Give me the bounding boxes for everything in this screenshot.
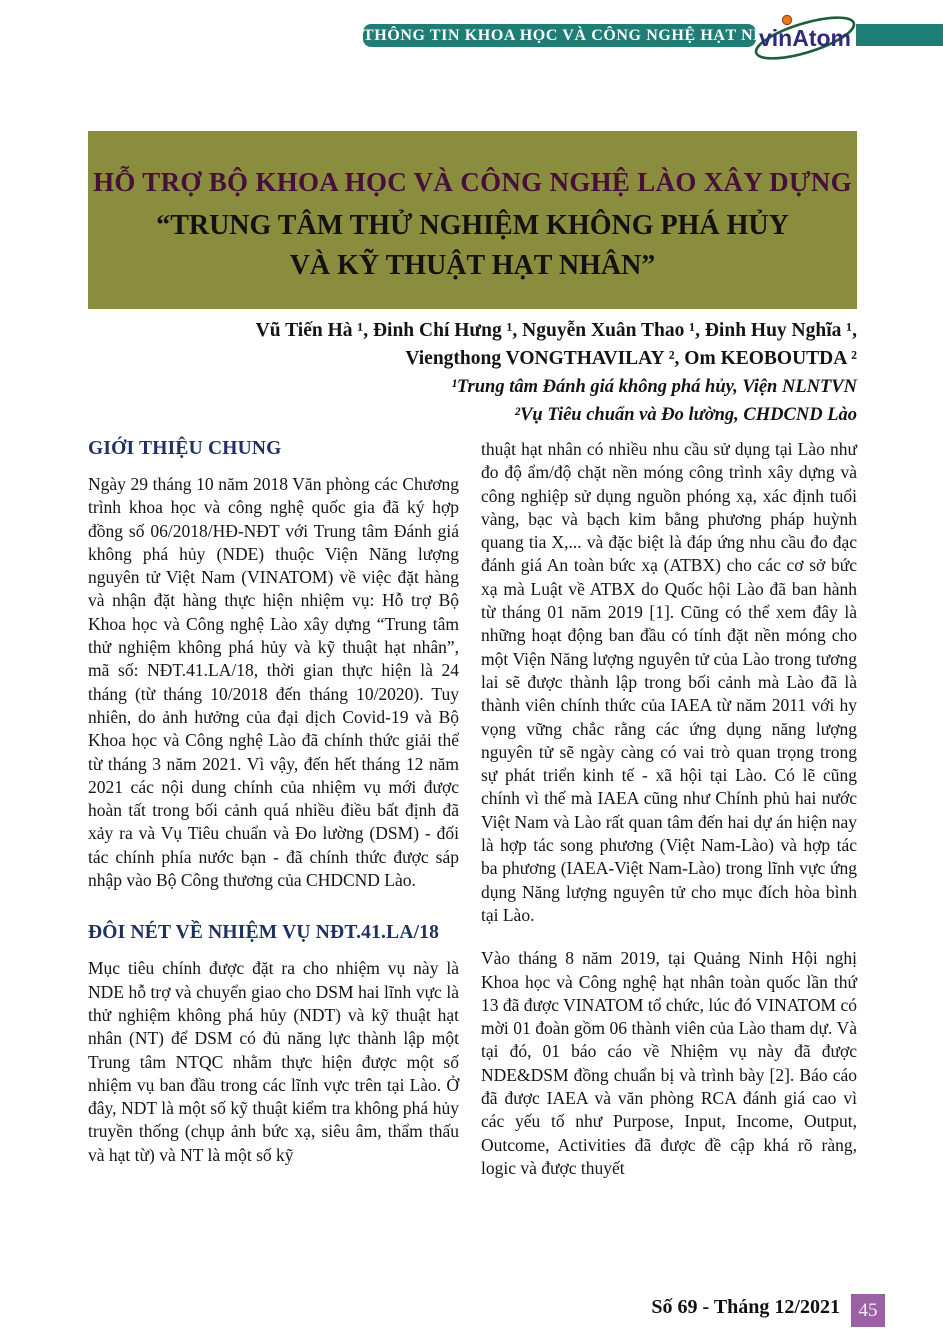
- article-title-line-3: VÀ KỸ THUẬT HẠT NHÂN”: [289, 250, 656, 281]
- page-number-badge: 45: [851, 1294, 885, 1327]
- section-heading-intro: GIỚI THIỆU CHUNG: [88, 438, 282, 459]
- header-accent-bar: [856, 24, 943, 46]
- article-title-line-2: “TRUNG TÂM THỬ NGHIỆM KHÔNG PHÁ HỦY: [156, 210, 789, 241]
- author-line-2: Viengthong VONGTHAVILAY ², Om KEOBOUTDA ²: [405, 348, 857, 369]
- article-title-line-1: HỖ TRỢ BỘ KHOA HỌC VÀ CÔNG NGHỆ LÀO XÂY DỰNG: [93, 167, 852, 197]
- author-line-1: Vũ Tiến Hà ¹, Đinh Chí Hưng ¹, Nguyễn Xuân Thao ¹, Đinh Huy Nghĩa ¹,: [255, 320, 857, 341]
- paragraph-intro: Ngày 29 tháng 10 năm 2018 Văn phòng các Chương trình khoa học và công nghệ quốc gia đã ký hợp đồng số 06/2018/HĐ-NĐT với Trung tâm Đánh giá không phá hủy (NDE) thuộc Viện Năng lượng nguyên tử Việt Nam (VINATOM) về việc đặt hàng và nhận đặt hàng thực hiện nhiệm vụ: Hỗ trợ Bộ Khoa học và Công nghệ Lào xây dựng “Trung tâm thử nghiệm không phá hủy và kỹ thuật hạt nhân”, mã số: NĐT.41.LA/18, thời gian thực hiện là 24 tháng (từ tháng 10/2018 đến tháng 10/2020). Tuy nhiên, do ảnh hưởng của đại dịch Covid-19 và Bộ Khoa học và Công nghệ Lào đã chính thức giải thể từ tháng 3 năm 2021. Vì vậy, đến hết tháng 12 năm 2021 các nội dung chính của nhiệm vụ mới được hoàn tất trong bối cảnh quá nhiều điều bất định đã xảy ra và Vụ Tiêu chuẩn và Đo lường (DSM) - đối tác chính phía nước bạn - đã chính thức được sáp nhập vào Bộ Công thương của CHDCND Lào.: [88, 474, 459, 891]
- affiliation-line-2: ²Vụ Tiêu chuẩn và Đo lường, CHDCND Lào: [514, 405, 857, 425]
- section-heading-task: ĐÔI NÉT VỀ NHIỆM VỤ NĐT.41.LA/18: [88, 922, 440, 944]
- affiliation-line-1: ¹Trung tâm Đánh giá không phá hủy, Viện NLNTVN: [451, 377, 857, 397]
- paragraph-right-2: Vào tháng 8 năm 2019, tại Quảng Ninh Hội nghị Khoa học và Công nghệ hạt nhân toàn quốc lần thứ 13 đã được VINATOM tổ chức, lúc đó VINATOM có mời 01 đoàn gồm 06 thành viên của Lào tham dự. Và tại đó, 01 báo cáo về Nhiệm vụ này đã được NDE&DSM đồng chuẩn bị và trình bày [2]. Báo cáo đã được IAEA và văn phòng RCA đánh giá cao vì các yếu tố như Purpose, Input, Income, Output, Outcome, Activities đã được đề cập khá rõ ràng, logic và được thuyết: [481, 948, 857, 1178]
- journal-header-banner: THÔNG TIN KHOA HỌC VÀ CÔNG NGHỆ HẠT NHÂN: [363, 24, 756, 47]
- paragraph-task: Mục tiêu chính được đặt ra cho nhiệm vụ này là NDE hỗ trợ và chuyển giao cho DSM hai lĩnh vực là thử nghiệm không phá hủy (NDT) và kỹ thuật hạt nhân (NT) để DSM có đủ năng lực thành lập một Trung tâm NTQC nhằm thực hiện được một số nhiệm vụ ban đầu trong các lĩnh vực trên tại Lào. Ở đây, NDT là một số kỹ thuật kiểm tra không phá hủy truyền thống (chụp ảnh bức xạ, siêu âm, thẩm thấu và hạt từ) và NT là một số kỹ: [88, 958, 459, 1165]
- right-column: [481, 438, 857, 1200]
- article-title-block: [88, 131, 857, 309]
- left-column: [88, 438, 459, 1187]
- vinatom-logo-graphic: [750, 8, 860, 66]
- authors-block: [88, 317, 857, 429]
- electron-dot-icon: [782, 15, 791, 24]
- logo-wordmark: vinAtom: [759, 25, 851, 51]
- paragraph-right-1: thuật hạt nhân có nhiều nhu cầu sử dụng tại Lào như đo độ ẩm/độ chặt nền móng công trình xây dựng và công nghiệp sử dụng nguồn phóng xạ, xác định tuổi vàng, bạc và bạch kim bằng phương pháp huỳnh quang tia X,... và đặc biệt là đáp ứng nhu cầu đo đạc đánh giá An toàn bức xạ (ATBX) cho các cơ sở bức xạ mà Luật về ATBX do Quốc hội Lào đã ban hành từ tháng 01 năm 2019 [1]. Cũng có thể xem đây là những hoạt động ban đầu có tính đặt nền móng cho một Viện Năng lượng nguyên tử của Lào trong tương lai sẽ được thành lập trong bối cảnh mà Lào đã là thành viên chính thức của IAEA từ năm 2011 với hy vọng vững chắc rằng các ứng dụng năng lượng nguyên tử sẽ ngày càng có vai trò quan trọng trong sự phát triển kinh tế - xã hội tại Lào. Có lẽ cũng chính vì thế mà IAEA cũng như Chính phủ hai nước Việt Nam và Lào rất quan tâm đến hai dự án hiện nay là hợp tác song phương (Việt Nam-Lào) và hợp tác ba phương (IAEA-Việt Nam-Lào) trong lĩnh vực ứng dụng Năng lượng nguyên tử cho mục đích hòa bình tại Lào.: [481, 439, 857, 925]
- footer-issue-label: Số 69 - Tháng 12/2021: [651, 1296, 840, 1318]
- vinatom-logo: [750, 8, 860, 66]
